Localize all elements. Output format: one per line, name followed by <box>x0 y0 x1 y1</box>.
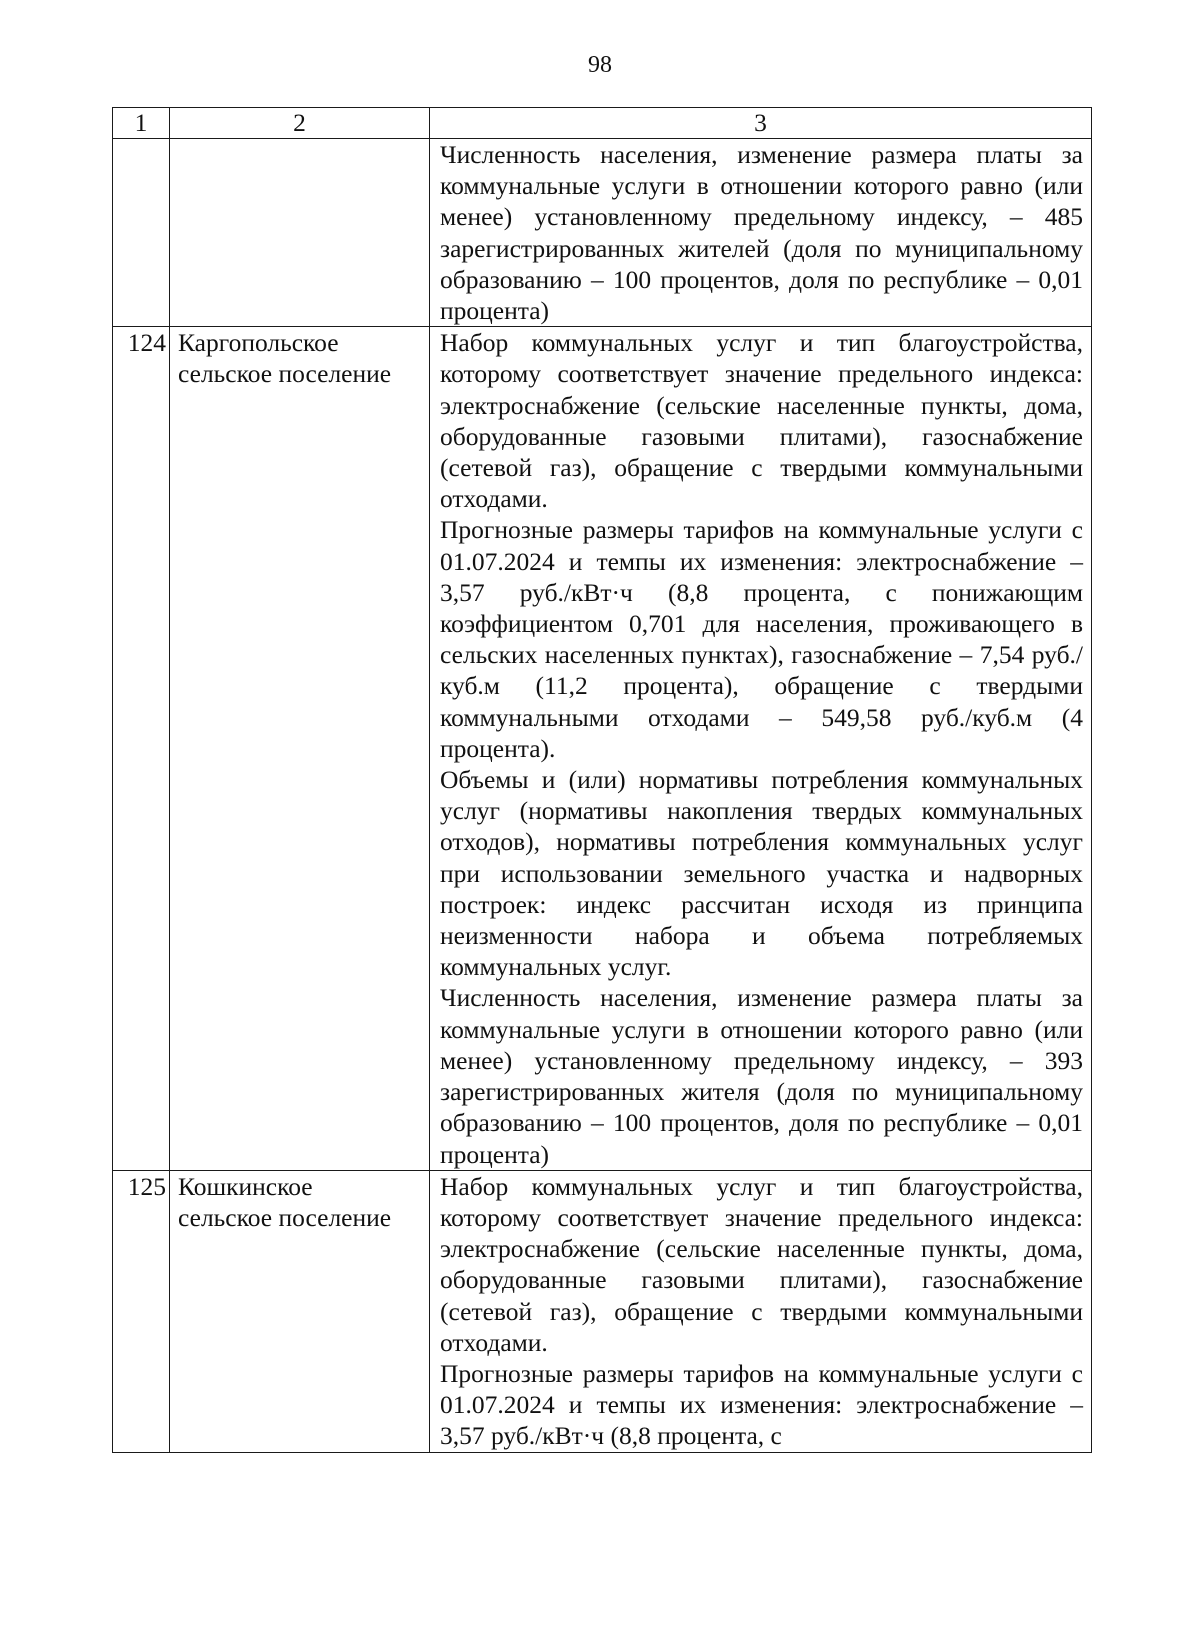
municipality-name <box>170 327 430 1170</box>
row-description <box>430 327 1092 1170</box>
tariff-table <box>112 107 1092 1453</box>
column-header-1: 1 <box>113 108 170 139</box>
municipality-name-line1: Каргопольское <box>178 328 339 358</box>
row-number <box>113 139 170 327</box>
municipality-name <box>170 1170 430 1452</box>
table-row-125 <box>113 1170 1092 1452</box>
description-paragraph: Объемы и (или) нормативы потребления коммунальных услуг (нормативы накопления твердых коммунальных отходов), нормативы потребления коммунальных услуг при использовании земельного участка и надворных построек: индекс рассчитан исходя из принципа неизменности набора и объема потребляемых коммунальных услуг. <box>440 765 1083 982</box>
row-number: 124 <box>113 327 170 1170</box>
description-paragraph: Численность населения, изменение размера платы за коммунальные услуги в отношении которого равно (или менее) установленному предельному индексу, – 393 зарегистрированных жителя (доля по муниципальному образованию – 100 процентов, доля по республике – 0,01 процента) <box>440 983 1083 1169</box>
row-number: 125 <box>113 1170 170 1452</box>
page-number: 98 <box>588 52 612 78</box>
municipality-name-line2: сельское поселение <box>178 1202 392 1232</box>
description-paragraph: Набор коммунальных услуг и тип благоустройства, которому соответствует значение предельного индекса: электроснабжение (сельские населенные пункты, дома, оборудованные газовыми плитами), газоснабжение (сетевой газ), обращение с твердыми коммунальными отходами. <box>440 1171 1083 1357</box>
description-paragraph: Прогнозные размеры тарифов на коммунальные услуги с 01.07.2024 и темпы их изменения: электроснабжение – 3,57 руб./кВт·ч (8,8 процента, с <box>440 1358 1083 1451</box>
column-header-2: 2 <box>170 108 430 139</box>
municipality-name-line2: сельское поселение <box>178 359 392 389</box>
row-description <box>430 1170 1092 1452</box>
description-paragraph: Прогнозные размеры тарифов на коммунальные услуги с 01.07.2024 и темпы их изменения: электроснабжение – 3,57 руб./кВт·ч (8,8 процента, с понижающим коэффициентом 0,701 для населения, проживающего в сельских населенных пунктах), газоснабжение – 7,54 руб./куб.м (11,2 процента), обращение с твердыми коммунальными отходами – 549,58 руб./куб.м (4 процента). <box>440 515 1083 763</box>
municipality-name-line1: Кошкинское <box>178 1171 313 1201</box>
description-paragraph: Набор коммунальных услуг и тип благоустройства, которому соответствует значение предельного индекса: электроснабжение (сельские населенные пункты, дома, оборудованные газовыми плитами), газоснабжение (сетевой газ), обращение с твердыми коммунальными отходами. <box>440 328 1083 514</box>
municipality-name <box>170 139 430 327</box>
table-header-row <box>113 108 1092 139</box>
table-row-continuation <box>113 139 1092 327</box>
row-description <box>430 139 1092 327</box>
column-header-3: 3 <box>430 108 1092 139</box>
table-row-124 <box>113 327 1092 1170</box>
description-paragraph: Численность населения, изменение размера платы за коммунальные услуги в отношении которого равно (или менее) установленному предельному индексу, – 485 зарегистрированных жителей (доля по муниципальному образованию – 100 процентов, доля по республике – 0,01 процента) <box>440 140 1083 326</box>
